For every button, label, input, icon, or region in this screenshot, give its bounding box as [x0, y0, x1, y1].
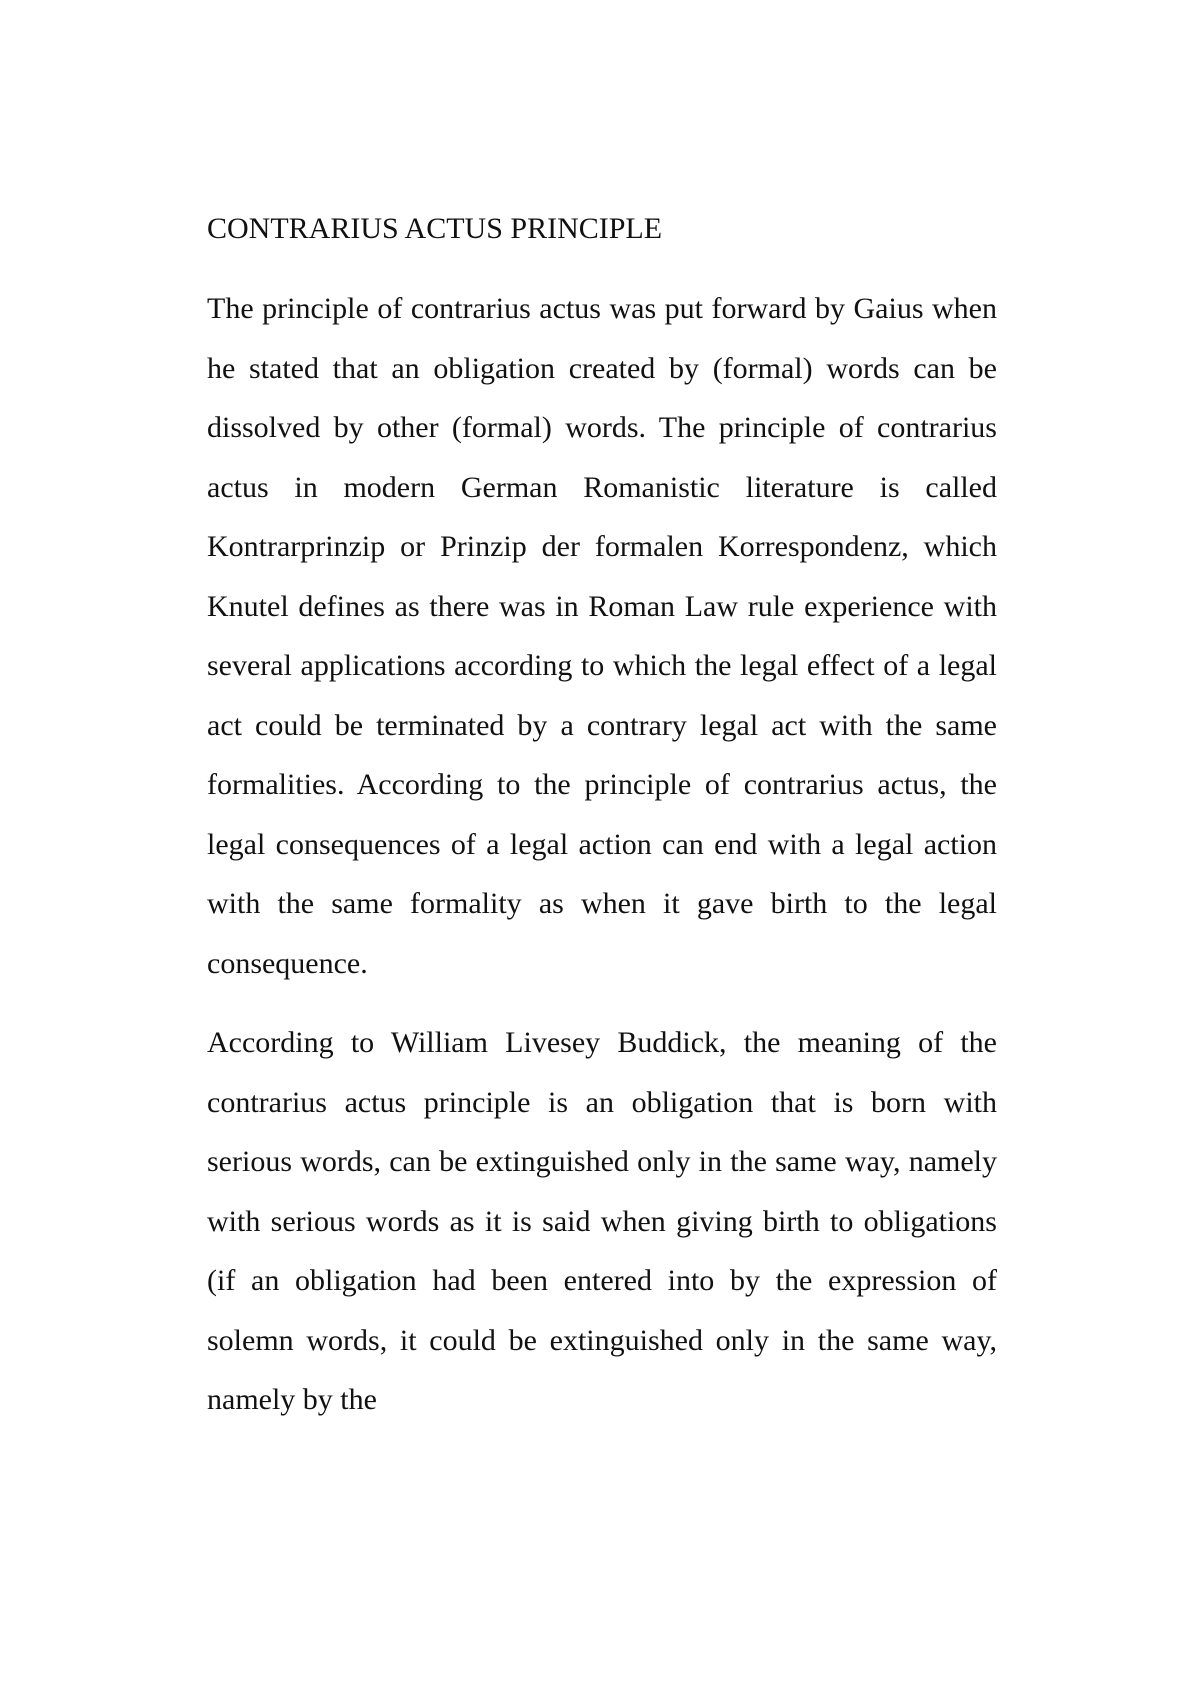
document-title: CONTRARIUS ACTUS PRINCIPLE [207, 212, 663, 245]
document-body [207, 205, 997, 1430]
paragraph-contrarius-actus-definition: The principle of contrarius actus was put forward by Gaius when he stated that an obligation created by (formal) words can be dissolved by other (formal) words. The principle of contrarius actus in modern German Romanistic literature is called Kontrarprinzip or Prinzip der formalen Korrespondenz, which Knutel defines as there was in Roman Law rule experience with several applications according to which the legal effect of a legal act could be terminated by a contrary legal act with the same formalities. According to the principle of contrarius actus, the legal consequences of a legal action can end with a legal action with the same formality as when it gave birth to the legal consequence. [207, 292, 997, 980]
paragraph-buddick-meaning: According to William Livesey Buddick, the meaning of the contrarius actus principle is an obligation that is born with serious words, can be extinguished only in the same way, namely with serious words as it is said when giving birth to obligations (if an obligation had been entered into by the expression of solemn words, it could be extinguished only in the same way, namely by the [207, 1026, 997, 1416]
